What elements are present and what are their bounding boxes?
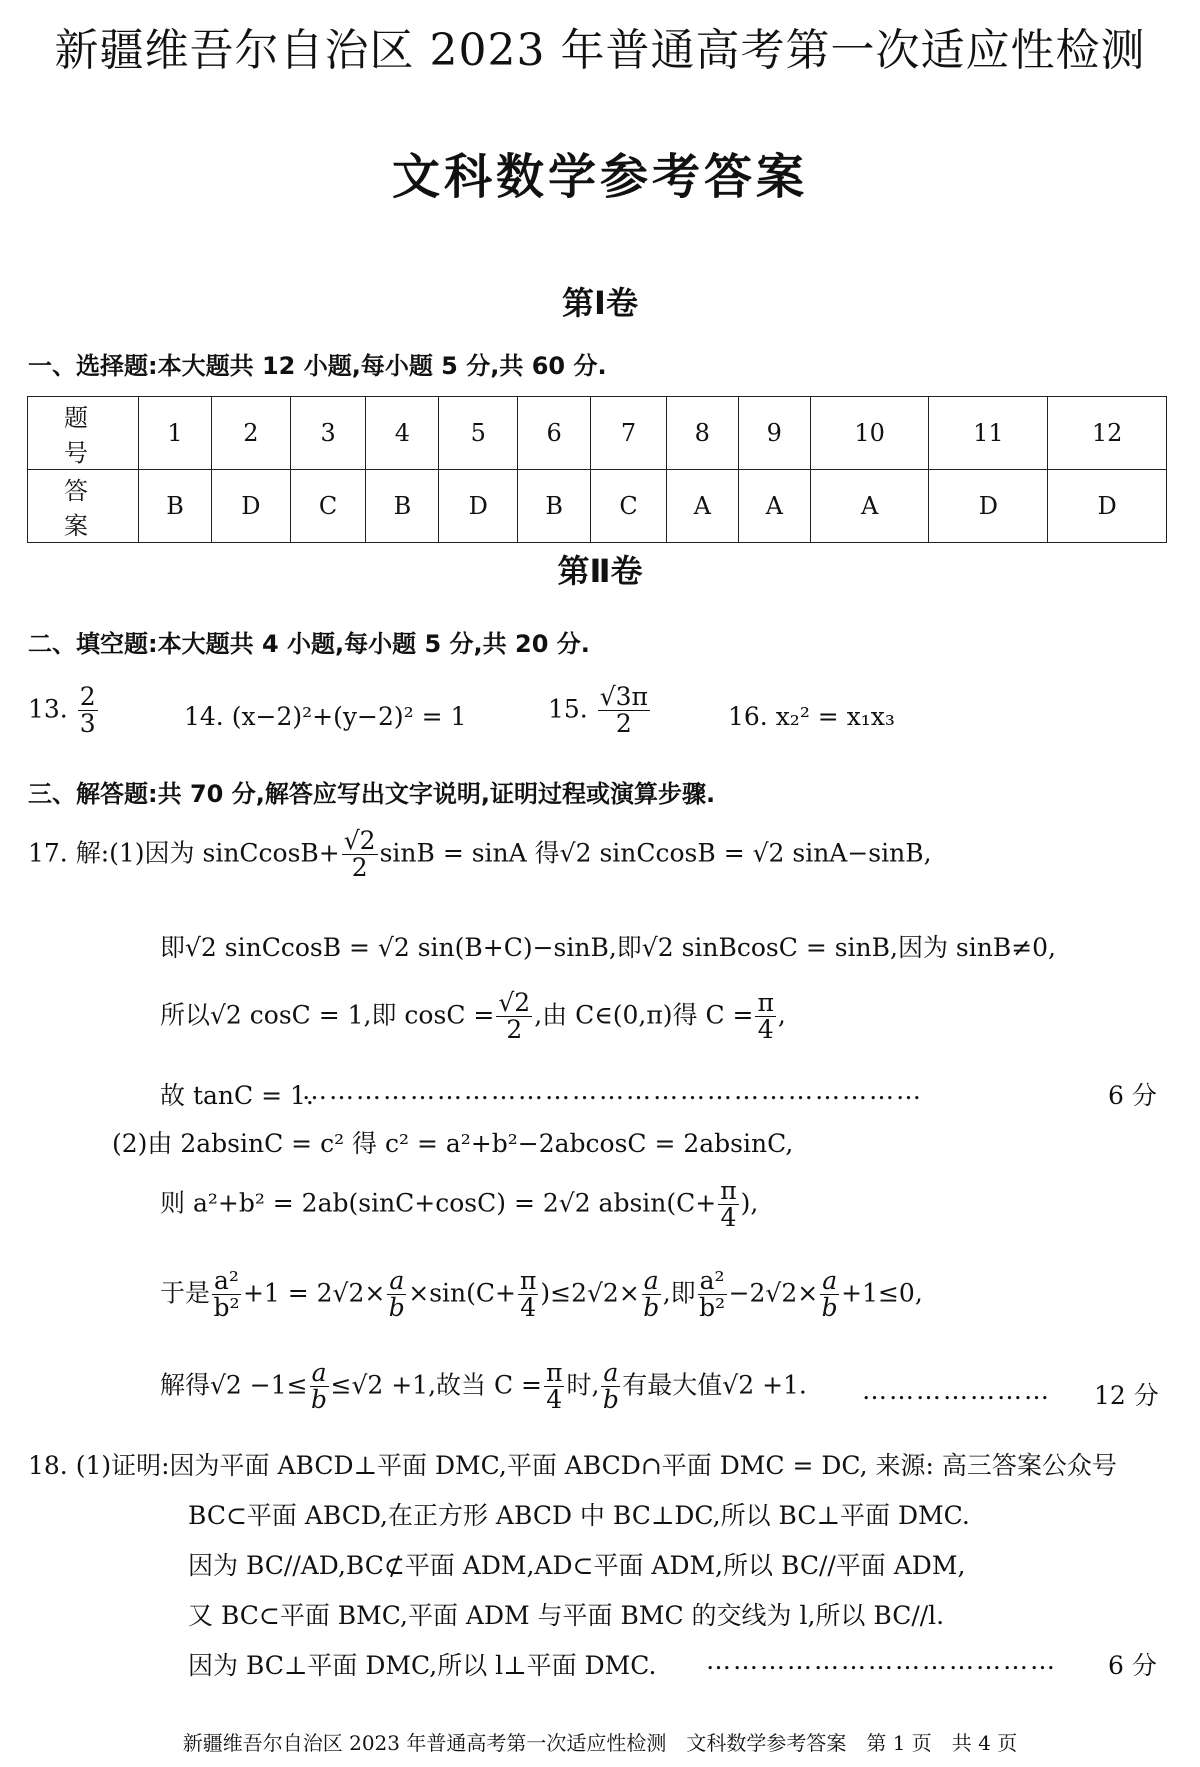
q18-line-3: 因为 BC//AD,BC⊄平面 ADM,AD⊂平面 ADM,所以 BC//平面 ADM,	[188, 1551, 966, 1580]
document-title: 新疆维吾尔自治区 2023 年普通高考第一次适应性检测	[54, 25, 1146, 76]
text: ,	[777, 1000, 786, 1030]
fraction-numerator: a	[311, 1358, 327, 1387]
q17-line-5: (2)由 2absinC = c² 得 c² = a²+b²−2abcosC = 2absinC,	[112, 1129, 794, 1158]
solve-section-title: 三、解答题:共 70 分,解答应写出文字说明,证明过程或演算步骤.	[28, 780, 716, 808]
score-6-q18: 6 分	[1108, 1651, 1157, 1680]
q17-line-2: 即√2 sinCcosB = √2 sin(B+C)−sinB,即√2 sinBcosC = sinB,因为 sinB≠0,	[160, 933, 1057, 962]
text: 解得√2 −1≤	[160, 1370, 308, 1400]
q18-line-1: 18. (1)证明:因为平面 ABCD⊥平面 DMC,平面 ABCD∩平面 DMC = DC, 来源: 高三答案公众号	[28, 1451, 1117, 1480]
text: +1≤0,	[841, 1278, 923, 1308]
fraction-denominator: 4	[757, 1015, 774, 1045]
fraction-numerator: a²	[699, 1266, 725, 1295]
table-cell: 5	[439, 397, 518, 470]
fraction-denominator: b	[821, 1293, 838, 1323]
answer-16: 16. x₂² = x₁x₃	[728, 702, 895, 731]
table-cell: A	[810, 470, 929, 543]
table-cell: 6	[518, 397, 591, 470]
q15-numerator: √3π	[599, 682, 648, 711]
text: ,即	[662, 1278, 696, 1308]
part1-heading: 第Ⅰ卷	[562, 284, 638, 322]
part2-heading: 第Ⅱ卷	[557, 552, 643, 590]
text: 所以√2 cosC = 1,即 cosC =	[160, 1000, 495, 1030]
table-cell: B	[366, 470, 439, 543]
score-12: 12 分	[1094, 1381, 1159, 1410]
q17-line-6	[160, 1178, 758, 1232]
table-cell: D	[212, 470, 291, 543]
table-cell: 1	[139, 397, 212, 470]
fraction-numerator: π	[519, 1266, 537, 1295]
table-cell: B	[518, 470, 591, 543]
table-cell: D	[929, 470, 1048, 543]
answer-table	[27, 396, 1167, 543]
q18-line-2: BC⊂平面 ABCD,在正方形 ABCD 中 BC⊥DC,所以 BC⊥平面 DMC.	[188, 1501, 970, 1530]
fraction-denominator: b	[602, 1385, 619, 1415]
text: 时,	[566, 1370, 600, 1400]
fraction-numerator: a²	[214, 1266, 239, 1295]
table-cell: D	[439, 470, 518, 543]
text: 于是	[160, 1278, 211, 1308]
answer-14: 14. (x−2)²+(y−2)² = 1	[184, 702, 467, 731]
fraction-denominator: 2	[351, 853, 368, 883]
leader-dots: …………………………………	[706, 1646, 1057, 1675]
row-label-number: 题 号	[28, 397, 139, 470]
text: ),	[740, 1188, 759, 1218]
table-cell: 7	[591, 397, 667, 470]
text: ≤√2 +1,故当 C =	[330, 1370, 542, 1400]
page-footer: 新疆维吾尔自治区 2023 年普通高考第一次适应性检测 文科数学参考答案 第 1 页 共 4 页	[182, 1731, 1018, 1755]
text: ,由 C∈(0,π)得 C =	[534, 1000, 754, 1030]
score-6: 6 分	[1108, 1081, 1157, 1110]
table-cell: 2	[212, 397, 291, 470]
q15-denominator: 2	[615, 709, 632, 739]
q18-line-4: 又 BC⊂平面 BMC,平面 ADM 与平面 BMC 的交线为 l,所以 BC//l.	[188, 1601, 945, 1630]
table-cell: A	[666, 470, 738, 543]
text: 17. 解:(1)因为 sinCcosB+	[28, 838, 340, 868]
table-cell: 3	[290, 397, 366, 470]
table-cell: 9	[738, 397, 810, 470]
leader-dots: …………………	[862, 1376, 1051, 1405]
fill-section-title: 二、填空题:本大题共 4 小题,每小题 5 分,共 20 分.	[28, 630, 590, 658]
document-subtitle: 文科数学参考答案	[391, 149, 808, 205]
q13-label: 13.	[28, 694, 68, 724]
q13-numerator: 2	[79, 682, 96, 711]
q13-denominator: 3	[79, 709, 96, 739]
table-cell: A	[738, 470, 810, 543]
q17-line-8	[160, 1360, 807, 1414]
q17-line-7	[160, 1268, 923, 1322]
table-cell: C	[290, 470, 366, 543]
table-cell: 10	[810, 397, 929, 470]
fraction-denominator: 4	[546, 1385, 563, 1415]
fraction-numerator: π	[546, 1358, 563, 1387]
q17-line-3	[160, 990, 786, 1044]
q18-line-5: 因为 BC⊥平面 DMC,所以 l⊥平面 DMC.	[188, 1651, 657, 1680]
text: sinB = sinA 得√2 sinCcosB = √2 sinA−sinB,	[379, 838, 932, 868]
q15-label: 15.	[548, 694, 588, 724]
table-row-answers	[28, 470, 1167, 543]
choice-section-title: 一、选择题:本大题共 12 小题,每小题 5 分,共 60 分.	[28, 352, 607, 380]
table-cell: D	[1048, 470, 1167, 543]
table-cell: B	[139, 470, 212, 543]
fraction-numerator: a	[603, 1358, 619, 1387]
text: −2√2×	[728, 1278, 819, 1308]
q17-line-4: 故 tanC = 1.	[160, 1081, 314, 1110]
text: +1 = 2√2×	[242, 1278, 386, 1308]
answer-13	[28, 684, 100, 738]
fraction-numerator: √2	[343, 826, 376, 855]
table-row-numbers	[28, 397, 1167, 470]
text: 有最大值√2 +1.	[622, 1370, 807, 1400]
row-label-answer: 答 案	[28, 470, 139, 543]
fraction-denominator: b²	[699, 1293, 726, 1323]
table-cell: 12	[1048, 397, 1167, 470]
fraction-numerator: a	[643, 1266, 659, 1295]
text: ×sin(C+	[408, 1278, 516, 1308]
table-cell: 8	[666, 397, 738, 470]
fraction-denominator: b	[643, 1293, 660, 1323]
table-cell: 4	[366, 397, 439, 470]
fraction-denominator: 2	[506, 1015, 523, 1045]
q17-line-1	[28, 828, 932, 882]
table-cell: C	[591, 470, 667, 543]
fraction-denominator: 4	[720, 1203, 737, 1233]
table-cell: 11	[929, 397, 1048, 470]
text: 则 a²+b² = 2ab(sinC+cosC) = 2√2 absin(C+	[160, 1188, 717, 1218]
text: )≤2√2×	[540, 1278, 640, 1308]
fraction-numerator: a	[822, 1266, 838, 1295]
fraction-numerator: √2	[498, 988, 531, 1017]
fraction-denominator: 4	[520, 1293, 537, 1323]
fraction-numerator: π	[757, 988, 774, 1017]
fraction-numerator: π	[720, 1176, 737, 1205]
answer-15	[548, 684, 652, 738]
fraction-denominator: b	[388, 1293, 405, 1323]
fraction-denominator: b	[311, 1385, 328, 1415]
leader-dots: ……………………………………………………………	[302, 1076, 923, 1105]
fraction-denominator: b²	[213, 1293, 240, 1323]
fraction-numerator: a	[389, 1266, 405, 1295]
